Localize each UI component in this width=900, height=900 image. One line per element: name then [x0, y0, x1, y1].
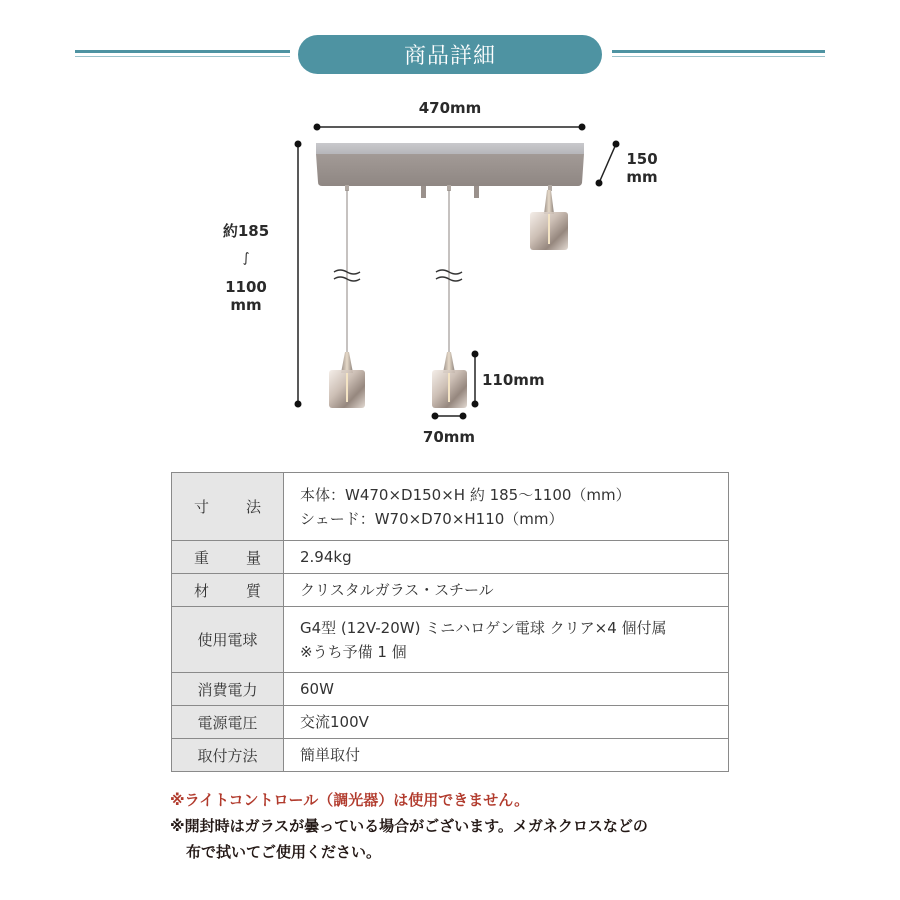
value-line: 交流100V [300, 713, 369, 731]
glass-fog-note-line2: 布で拭いてご使用ください。 [186, 843, 382, 861]
label-char: 量 [245, 548, 261, 567]
shade-height-label: 110mm [482, 371, 545, 389]
row-value [284, 473, 729, 541]
depth-value: 150 [626, 150, 658, 168]
row-value [284, 673, 729, 706]
row-label [172, 574, 284, 607]
row-value [284, 739, 729, 772]
spec-table [171, 472, 729, 772]
table-row [172, 607, 729, 673]
row-label: 消費電力 [172, 673, 284, 706]
value-line: 60W [300, 680, 334, 698]
label-char: 材 [194, 581, 210, 600]
row-label: 使用電球 [172, 607, 284, 673]
value-line: 本体：W470×D150×H 約 185〜1100（mm） [300, 485, 631, 504]
row-label [172, 473, 284, 541]
height-range-symbol: ∫ [242, 251, 250, 266]
depth-dimension-label [622, 150, 662, 186]
table-row [172, 541, 729, 574]
dimmer-warning-note: ※ライトコントロール（調光器）は使用できません。 [170, 791, 530, 809]
value-line: クリスタルガラス・スチール [300, 581, 494, 599]
height-dimension-label [216, 222, 276, 314]
table-row [172, 574, 729, 607]
height-unit: mm [230, 296, 262, 314]
row-label: 取付方法 [172, 739, 284, 772]
notes [170, 787, 750, 865]
depth-unit: mm [626, 168, 658, 186]
glass-fog-note-line1: ※開封時はガラスが曇っている場合がございます。メガネクロスなどの [170, 817, 648, 835]
label-char: 法 [245, 498, 261, 516]
table-row [172, 473, 729, 541]
value-line: G4型 (12V-20W) ミニハロゲン電球 クリア×4 個付属 [300, 618, 667, 637]
label-char: 寸 [194, 498, 210, 516]
value-line: 2.94kg [300, 548, 352, 566]
row-value [284, 607, 729, 673]
height-max-value: 1100 [225, 278, 267, 296]
value-line: シェード：W70×D70×H110（mm） [300, 509, 564, 528]
row-label: 電源電圧 [172, 706, 284, 739]
table-row [172, 739, 729, 772]
table-row [172, 706, 729, 739]
shade-width-label: 70mm [422, 428, 476, 446]
row-value [284, 541, 729, 574]
row-value [284, 706, 729, 739]
table-row [172, 673, 729, 706]
width-dimension-label: 470mm [418, 99, 482, 117]
row-value [284, 574, 729, 607]
label-char: 重 [194, 548, 210, 567]
value-line: ※うち予備 1 個 [300, 642, 407, 661]
section-title-text: 商品詳細 [403, 44, 496, 69]
height-min-value: 約185 [222, 222, 270, 240]
row-label [172, 541, 284, 574]
value-line: 簡単取付 [300, 746, 361, 764]
label-char: 質 [245, 581, 261, 600]
